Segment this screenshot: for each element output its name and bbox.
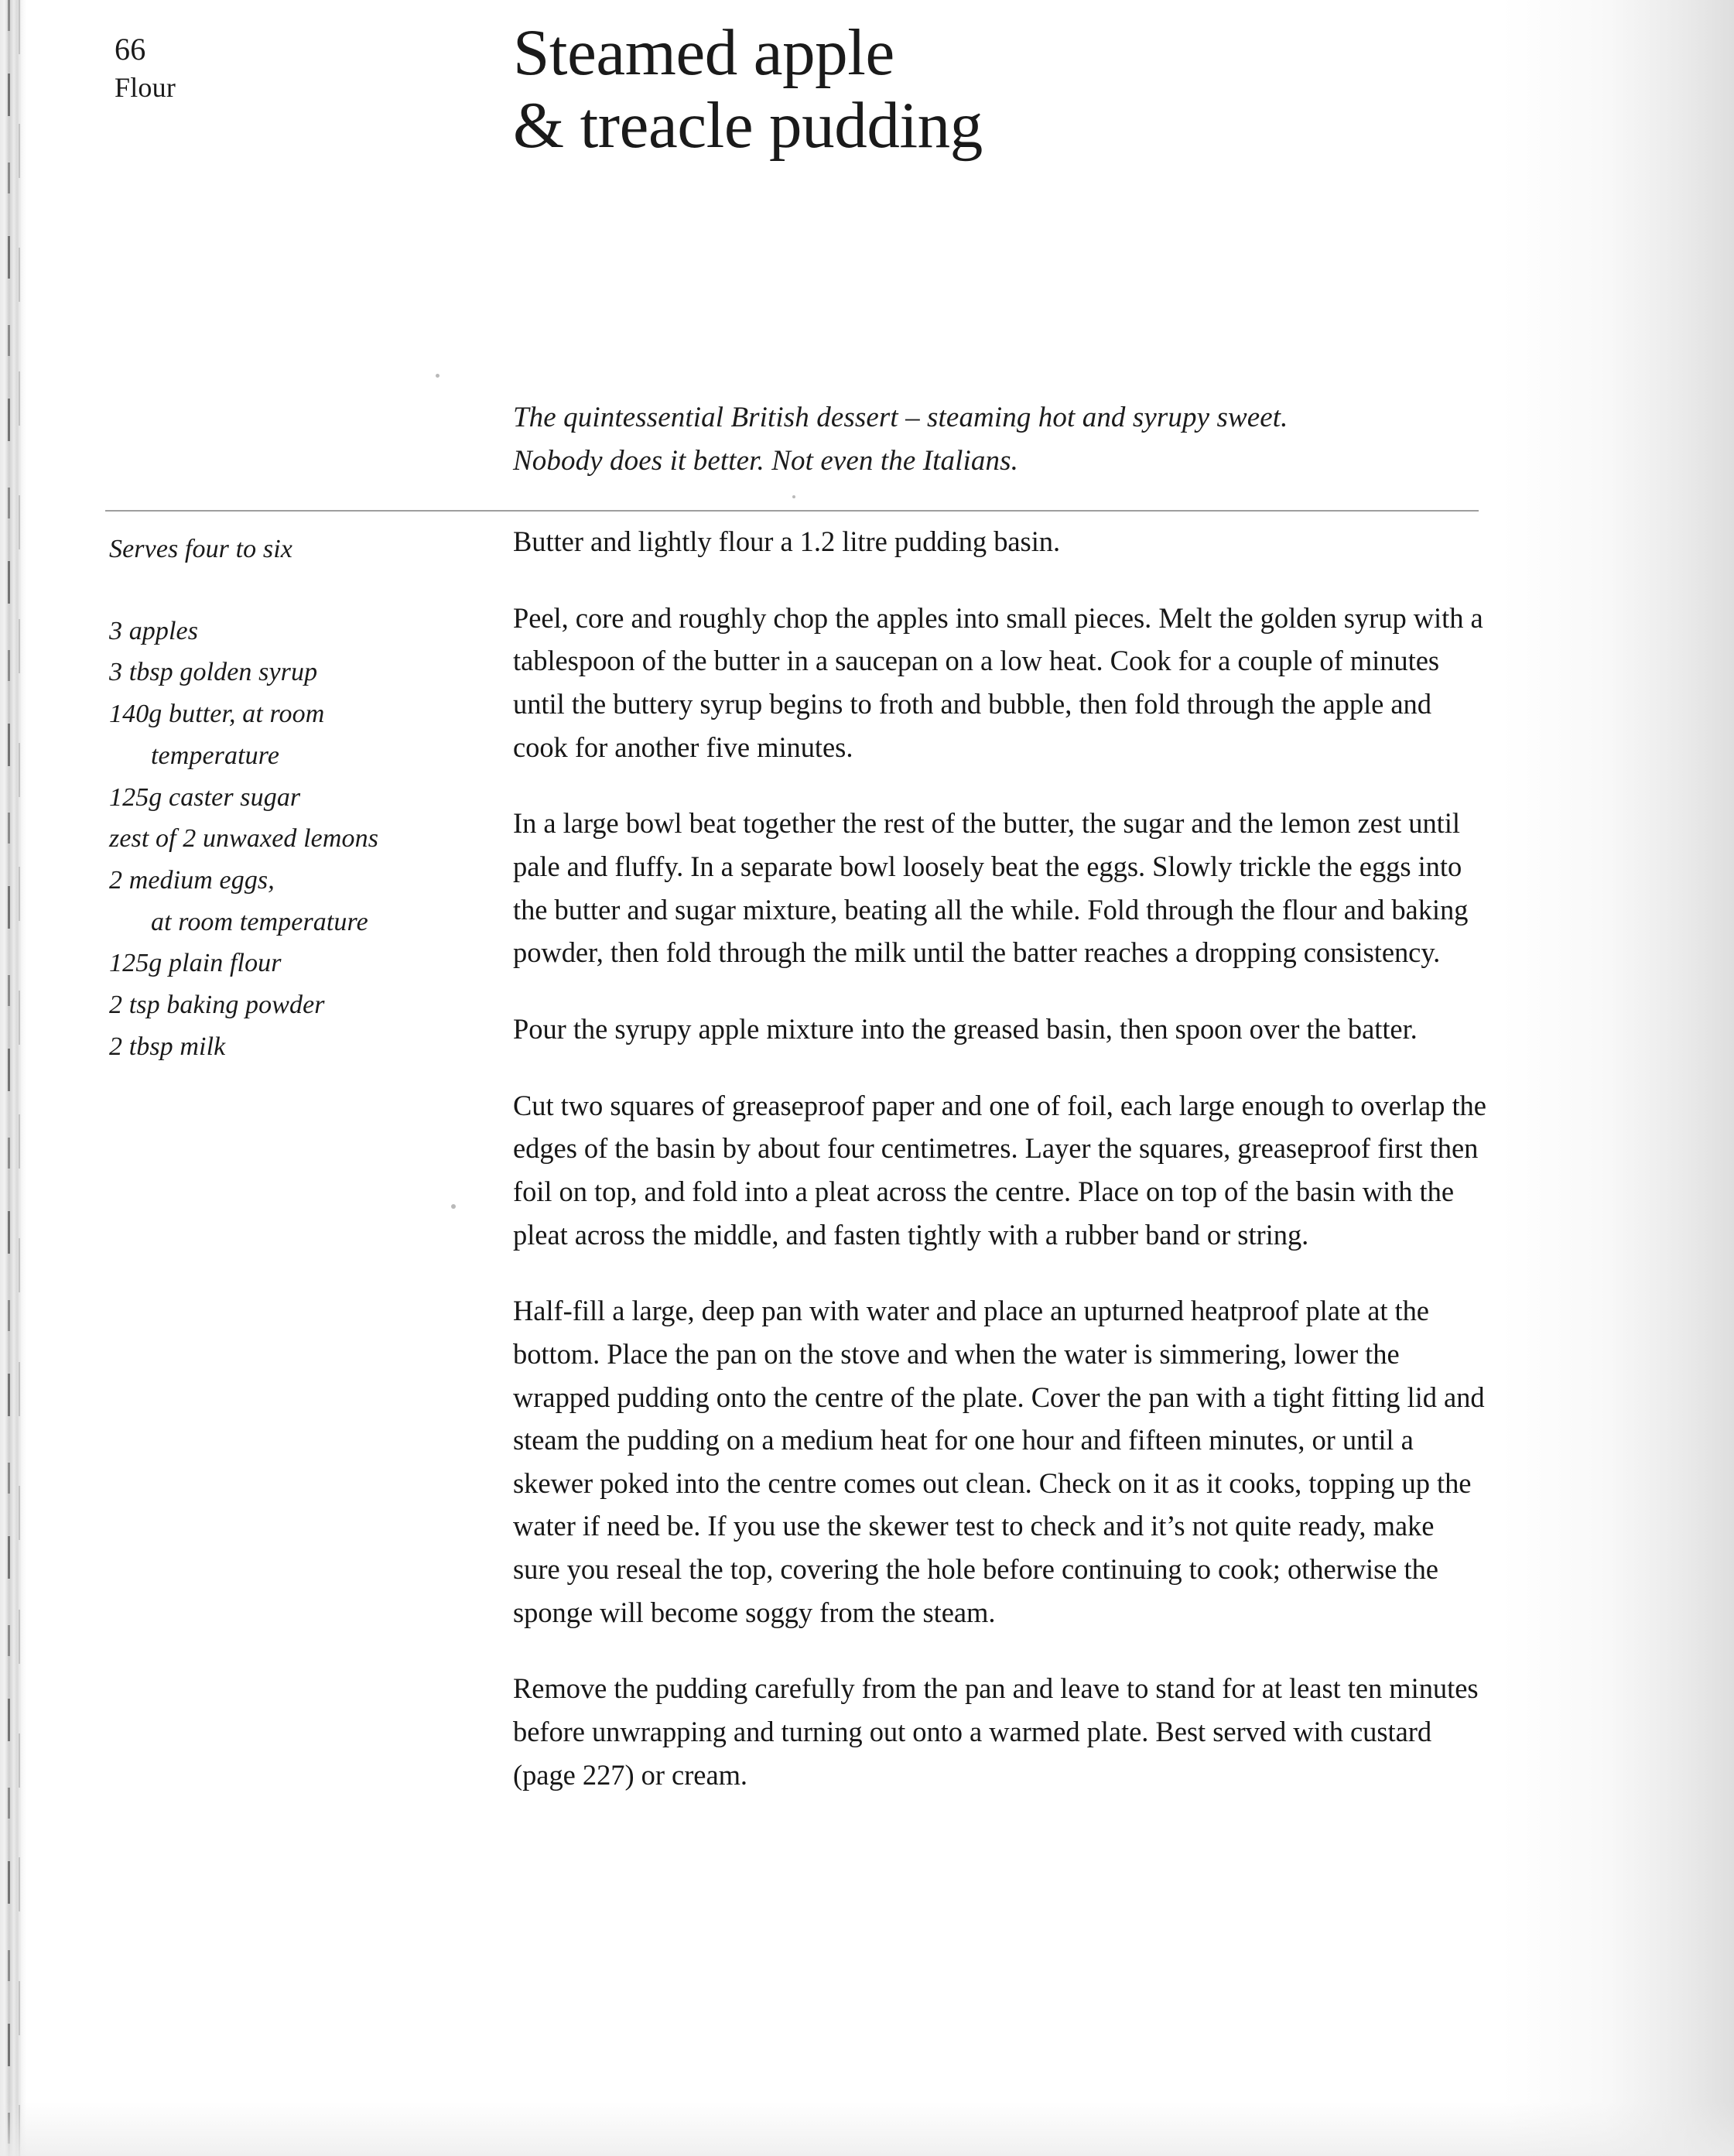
method-step: Half-fill a large, deep pan with water and place an upturned heatproof plate at the bottom. Place the pan on the stove and when the water is simmering, lower the wrapped pudding onto the centre of the plate. Cover the pan with a tight fitting lid and steam the pudding on a medium heat for one hour and fifteen minutes, or until a skewer poked into the centre comes out clean. Check on it as it cooks, topping up the water if need be. If you use the skewer test to check and it’s not quite ready, make sure you reseal the top, covering the hole before continuing to cook; otherwise the sponge will become soggy from the steam.: [513, 1295, 1485, 1628]
ingredient-item: 140g butter, at room: [109, 700, 325, 729]
ingredient-item: temperature: [151, 741, 280, 770]
standfirst-line-1: The quintessential British dessert – steaming hot and syrupy sweet.: [513, 402, 1288, 433]
method-steps: [513, 520, 1486, 1796]
method-step: Peel, core and roughly chop the apples into small pieces. Melt the golden syrup with a tablespoon of the butter in a saucepan on a low heat. Cook for a couple of minutes until the buttery syrup begins to froth and bubble, then fold through the apple and cook for another five minutes.: [513, 601, 1483, 763]
page-title-line-1: Steamed apple: [513, 16, 894, 89]
chapter-name: Flour: [115, 72, 176, 103]
scan-gutter-shadow: [0, 0, 26, 2156]
scan-speck: [451, 1204, 456, 1209]
page-number: 66: [115, 32, 146, 67]
serves-label: Serves four to six: [109, 535, 292, 563]
scan-speck: [792, 495, 795, 498]
method-step: In a large bowl beat together the rest of the butter, the sugar and the lemon zest until pale and fluffy. In a separate bowl loosely beat the eggs. Slowly trickle the eggs into the butter and sugar mixture, beating all the while. Fold through the flour and baking powder, then fold through the milk until the batter reaches a dropping consistency.: [513, 807, 1469, 969]
recipe-standfirst: [513, 396, 1480, 483]
folio-block: [115, 29, 370, 106]
scan-speck: [436, 374, 439, 378]
ingredient-item: zest of 2 unwaxed lemons: [109, 824, 379, 854]
ingredient-item: 125g caster sugar: [109, 782, 301, 812]
method-step: Cut two squares of greaseproof paper and one of foil, each large enough to overlap the edges of the basin by about four centimetres. Layer the squares, greaseproof first then foil on top, and fold into a pleat across the centre. Place on top of the basin with the pleat across the middle, and fasten tightly with a rubber band or string.: [513, 1089, 1486, 1251]
method-step: Butter and lightly flour a 1.2 litre pudding basin.: [513, 525, 1061, 557]
ingredient-item: 3 tbsp golden syrup: [109, 658, 318, 687]
ingredient-item: at room temperature: [151, 907, 368, 936]
ingredient-item: 3 apples: [109, 616, 199, 645]
standfirst-line-2: Nobody does it better. Not even the Italians.: [513, 445, 1018, 477]
section-divider: [105, 510, 1479, 512]
ingredient-item: 2 medium eggs,: [109, 866, 275, 895]
page-title-line-2: & treacle pudding: [513, 88, 983, 162]
method-step: Remove the pudding carefully from the pan and leave to stand for at least ten minutes before unwrapping and turning out onto a warmed plate. Best served with custard (page 227) or cream.: [513, 1672, 1479, 1791]
page-title: [513, 17, 1480, 162]
scan-bottom-shadow: [0, 2102, 1734, 2156]
ingredient-item: 2 tsp baking powder: [109, 991, 325, 1020]
ingredient-item: 125g plain flour: [109, 949, 282, 978]
method-step: Pour the syrupy apple mixture into the greased basin, then spoon over the batter.: [513, 1012, 1418, 1045]
ingredient-list: [109, 611, 473, 1068]
scan-page-edge-shadow: [1502, 0, 1734, 2156]
ingredient-item: 2 tbsp milk: [109, 1032, 226, 1061]
ingredients-panel: [109, 529, 473, 1068]
